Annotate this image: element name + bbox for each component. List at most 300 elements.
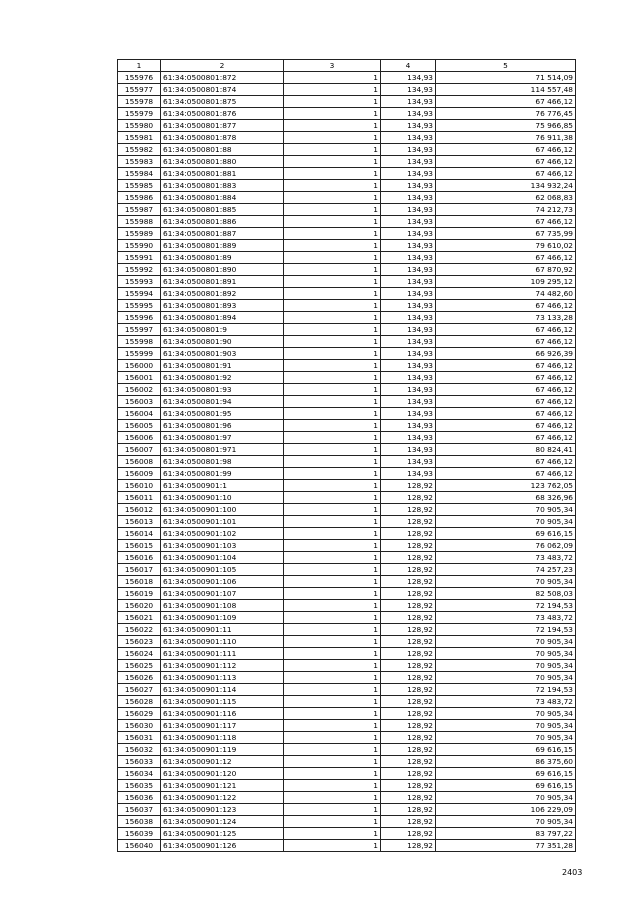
table-row <box>118 456 576 468</box>
area-cell: 128,92 <box>381 768 436 780</box>
quantity-cell: 1 <box>284 324 381 336</box>
cadastral-value-cell: 67 466,12 <box>436 432 576 444</box>
cadastral-number-cell: 61:34:0500901:115 <box>161 696 284 708</box>
cadastral-number-cell: 61:34:0500801:889 <box>161 240 284 252</box>
area-cell: 134,93 <box>381 408 436 420</box>
cadastral-value-cell: 70 905,34 <box>436 576 576 588</box>
area-cell: 134,93 <box>381 264 436 276</box>
quantity-cell: 1 <box>284 108 381 120</box>
row-number-cell: 156004 <box>118 408 161 420</box>
quantity-cell: 1 <box>284 204 381 216</box>
cadastral-value-cell: 70 905,34 <box>436 708 576 720</box>
table-row <box>118 84 576 96</box>
cadastral-value-cell: 70 905,34 <box>436 732 576 744</box>
cadastral-value-cell: 67 466,12 <box>436 396 576 408</box>
quantity-cell: 1 <box>284 72 381 84</box>
table-row <box>118 732 576 744</box>
cadastral-number-cell: 61:34:0500801:885 <box>161 204 284 216</box>
area-cell: 128,92 <box>381 636 436 648</box>
cadastral-value-cell: 70 905,34 <box>436 672 576 684</box>
row-number-cell: 156002 <box>118 384 161 396</box>
quantity-cell: 1 <box>284 504 381 516</box>
cadastral-number-cell: 61:34:0500801:99 <box>161 468 284 480</box>
cadastral-number-cell: 61:34:0500901:101 <box>161 516 284 528</box>
row-number-cell: 156008 <box>118 456 161 468</box>
area-cell: 134,93 <box>381 120 436 132</box>
row-number-cell: 156031 <box>118 732 161 744</box>
quantity-cell: 1 <box>284 348 381 360</box>
area-cell: 128,92 <box>381 576 436 588</box>
table-row <box>118 144 576 156</box>
cadastral-value-cell: 123 762,05 <box>436 480 576 492</box>
area-cell: 134,93 <box>381 348 436 360</box>
row-number-cell: 155986 <box>118 192 161 204</box>
area-cell: 134,93 <box>381 240 436 252</box>
cadastral-value-cell: 67 466,12 <box>436 360 576 372</box>
cadastral-value-cell: 76 062,09 <box>436 540 576 552</box>
cadastral-number-cell: 61:34:0500901:103 <box>161 540 284 552</box>
area-cell: 128,92 <box>381 624 436 636</box>
area-cell: 128,92 <box>381 528 436 540</box>
quantity-cell: 1 <box>284 792 381 804</box>
quantity-cell: 1 <box>284 588 381 600</box>
cadastral-value-cell: 67 466,12 <box>436 456 576 468</box>
cadastral-value-cell: 67 466,12 <box>436 156 576 168</box>
table-body <box>118 72 576 852</box>
quantity-cell: 1 <box>284 480 381 492</box>
cadastral-value-cell: 70 905,34 <box>436 516 576 528</box>
table-row <box>118 504 576 516</box>
table-row <box>118 72 576 84</box>
quantity-cell: 1 <box>284 696 381 708</box>
cadastral-value-cell: 70 905,34 <box>436 720 576 732</box>
quantity-cell: 1 <box>284 408 381 420</box>
cadastral-value-cell: 69 616,15 <box>436 528 576 540</box>
row-number-cell: 156016 <box>118 552 161 564</box>
quantity-cell: 1 <box>284 288 381 300</box>
cadastral-number-cell: 61:34:0500801:883 <box>161 180 284 192</box>
cadastral-value-cell: 67 466,12 <box>436 96 576 108</box>
quantity-cell: 1 <box>284 564 381 576</box>
cadastral-value-cell: 79 610,02 <box>436 240 576 252</box>
cadastral-value-cell: 76 776,45 <box>436 108 576 120</box>
cadastral-number-cell: 61:34:0500901:114 <box>161 684 284 696</box>
quantity-cell: 1 <box>284 312 381 324</box>
cadastral-number-cell: 61:34:0500901:109 <box>161 612 284 624</box>
quantity-cell: 1 <box>284 684 381 696</box>
table-row <box>118 180 576 192</box>
table-row <box>118 324 576 336</box>
row-number-cell: 156038 <box>118 816 161 828</box>
quantity-cell: 1 <box>284 636 381 648</box>
table-row <box>118 276 576 288</box>
row-number-cell: 156010 <box>118 480 161 492</box>
cadastral-number-cell: 61:34:0500801:94 <box>161 396 284 408</box>
area-cell: 134,93 <box>381 144 436 156</box>
row-number-cell: 156001 <box>118 372 161 384</box>
cadastral-number-cell: 61:34:0500901:116 <box>161 708 284 720</box>
quantity-cell: 1 <box>284 192 381 204</box>
table-row <box>118 168 576 180</box>
cadastral-number-cell: 61:34:0500901:107 <box>161 588 284 600</box>
quantity-cell: 1 <box>284 828 381 840</box>
table-row <box>118 612 576 624</box>
cadastral-number-cell: 61:34:0500801:89 <box>161 252 284 264</box>
area-cell: 134,93 <box>381 216 436 228</box>
row-number-cell: 155977 <box>118 84 161 96</box>
area-cell: 128,92 <box>381 780 436 792</box>
area-cell: 128,92 <box>381 564 436 576</box>
cadastral-number-cell: 61:34:0500801:97 <box>161 432 284 444</box>
quantity-cell: 1 <box>284 396 381 408</box>
cadastral-number-cell: 61:34:0500801:96 <box>161 420 284 432</box>
cadastral-number-cell: 61:34:0500801:93 <box>161 384 284 396</box>
quantity-cell: 1 <box>284 168 381 180</box>
quantity-cell: 1 <box>284 144 381 156</box>
cadastral-value-cell: 72 194,53 <box>436 624 576 636</box>
area-cell: 128,92 <box>381 792 436 804</box>
cadastral-number-cell: 61:34:0500801:903 <box>161 348 284 360</box>
area-cell: 134,93 <box>381 168 436 180</box>
cadastral-number-cell: 61:34:0500801:874 <box>161 84 284 96</box>
area-cell: 134,93 <box>381 108 436 120</box>
cadastral-number-cell: 61:34:0500901:113 <box>161 672 284 684</box>
cadastral-number-cell: 61:34:0500901:102 <box>161 528 284 540</box>
quantity-cell: 1 <box>284 672 381 684</box>
area-cell: 128,92 <box>381 504 436 516</box>
cadastral-number-cell: 61:34:0500901:122 <box>161 792 284 804</box>
cadastral-number-cell: 61:34:0500901:111 <box>161 648 284 660</box>
quantity-cell: 1 <box>284 420 381 432</box>
cadastral-number-cell: 61:34:0500801:875 <box>161 96 284 108</box>
cadastral-number-cell: 61:34:0500801:881 <box>161 168 284 180</box>
table-row <box>118 264 576 276</box>
cadastral-number-cell: 61:34:0500801:893 <box>161 300 284 312</box>
header-col-3: 3 <box>284 60 381 72</box>
row-number-cell: 156026 <box>118 672 161 684</box>
table-row <box>118 432 576 444</box>
cadastral-value-cell: 67 466,12 <box>436 384 576 396</box>
area-cell: 134,93 <box>381 252 436 264</box>
cadastral-number-cell: 61:34:0500901:123 <box>161 804 284 816</box>
cadastral-value-cell: 73 483,72 <box>436 552 576 564</box>
table-row <box>118 708 576 720</box>
row-number-cell: 156023 <box>118 636 161 648</box>
area-cell: 134,93 <box>381 456 436 468</box>
area-cell: 128,92 <box>381 612 436 624</box>
table-row <box>118 372 576 384</box>
cadastral-number-cell: 61:34:0500901:100 <box>161 504 284 516</box>
row-number-cell: 156028 <box>118 696 161 708</box>
quantity-cell: 1 <box>284 432 381 444</box>
table-header <box>118 60 576 72</box>
row-number-cell: 155999 <box>118 348 161 360</box>
table-row <box>118 192 576 204</box>
cadastral-value-cell: 67 466,12 <box>436 468 576 480</box>
table-row <box>118 300 576 312</box>
area-cell: 134,93 <box>381 420 436 432</box>
area-cell: 134,93 <box>381 336 436 348</box>
table-row <box>118 792 576 804</box>
quantity-cell: 1 <box>284 816 381 828</box>
cadastral-value-cell: 66 926,39 <box>436 348 576 360</box>
table-row <box>118 492 576 504</box>
area-cell: 128,92 <box>381 732 436 744</box>
area-cell: 134,93 <box>381 192 436 204</box>
quantity-cell: 1 <box>284 120 381 132</box>
table-row <box>118 204 576 216</box>
quantity-cell: 1 <box>284 492 381 504</box>
quantity-cell: 1 <box>284 768 381 780</box>
row-number-cell: 156003 <box>118 396 161 408</box>
header-col-2: 2 <box>161 60 284 72</box>
table-row <box>118 360 576 372</box>
row-number-cell: 155992 <box>118 264 161 276</box>
table-row <box>118 336 576 348</box>
cadastral-number-cell: 61:34:0500901:112 <box>161 660 284 672</box>
row-number-cell: 155984 <box>118 168 161 180</box>
header-col-5: 5 <box>436 60 576 72</box>
area-cell: 134,93 <box>381 288 436 300</box>
cadastral-value-cell: 134 932,24 <box>436 180 576 192</box>
table-row <box>118 348 576 360</box>
table-row <box>118 384 576 396</box>
quantity-cell: 1 <box>284 756 381 768</box>
row-number-cell: 156021 <box>118 612 161 624</box>
table-row <box>118 216 576 228</box>
table-row <box>118 576 576 588</box>
area-cell: 128,92 <box>381 828 436 840</box>
table-row <box>118 840 576 852</box>
quantity-cell: 1 <box>284 336 381 348</box>
area-cell: 128,92 <box>381 816 436 828</box>
quantity-cell: 1 <box>284 252 381 264</box>
row-number-cell: 155995 <box>118 300 161 312</box>
row-number-cell: 156000 <box>118 360 161 372</box>
table-row <box>118 624 576 636</box>
cadastral-number-cell: 61:34:0500901:10 <box>161 492 284 504</box>
cadastral-value-cell: 75 966,85 <box>436 120 576 132</box>
row-number-cell: 156029 <box>118 708 161 720</box>
area-cell: 134,93 <box>381 132 436 144</box>
area-cell: 134,93 <box>381 276 436 288</box>
cadastral-number-cell: 61:34:0500901:126 <box>161 840 284 852</box>
cadastral-value-cell: 70 905,34 <box>436 648 576 660</box>
quantity-cell: 1 <box>284 156 381 168</box>
table-row <box>118 552 576 564</box>
area-cell: 128,92 <box>381 672 436 684</box>
row-number-cell: 155981 <box>118 132 161 144</box>
cadastral-value-cell: 67 466,12 <box>436 420 576 432</box>
cadastral-number-cell: 61:34:0500901:104 <box>161 552 284 564</box>
table-row <box>118 768 576 780</box>
cadastral-value-cell: 74 212,73 <box>436 204 576 216</box>
quantity-cell: 1 <box>284 300 381 312</box>
quantity-cell: 1 <box>284 576 381 588</box>
cadastral-number-cell: 61:34:0500801:877 <box>161 120 284 132</box>
table-row <box>118 804 576 816</box>
area-cell: 134,93 <box>381 312 436 324</box>
quantity-cell: 1 <box>284 708 381 720</box>
cadastral-number-cell: 61:34:0500801:90 <box>161 336 284 348</box>
cadastral-number-cell: 61:34:0500901:11 <box>161 624 284 636</box>
row-number-cell: 155993 <box>118 276 161 288</box>
cadastral-value-cell: 82 508,03 <box>436 588 576 600</box>
quantity-cell: 1 <box>284 780 381 792</box>
row-number-cell: 155991 <box>118 252 161 264</box>
cadastral-number-cell: 61:34:0500801:88 <box>161 144 284 156</box>
cadastral-number-cell: 61:34:0500901:124 <box>161 816 284 828</box>
table-row <box>118 252 576 264</box>
cadastral-number-cell: 61:34:0500901:110 <box>161 636 284 648</box>
quantity-cell: 1 <box>284 384 381 396</box>
cadastral-value-cell: 72 194,53 <box>436 600 576 612</box>
table-row <box>118 108 576 120</box>
cadastral-value-cell: 70 905,34 <box>436 504 576 516</box>
row-number-cell: 156033 <box>118 756 161 768</box>
area-cell: 128,92 <box>381 660 436 672</box>
quantity-cell: 1 <box>284 552 381 564</box>
quantity-cell: 1 <box>284 732 381 744</box>
row-number-cell: 156025 <box>118 660 161 672</box>
quantity-cell: 1 <box>284 216 381 228</box>
area-cell: 134,93 <box>381 384 436 396</box>
cadastral-value-cell: 76 911,38 <box>436 132 576 144</box>
row-number-cell: 156013 <box>118 516 161 528</box>
cadastral-value-cell: 77 351,28 <box>436 840 576 852</box>
row-number-cell: 156018 <box>118 576 161 588</box>
table-row <box>118 120 576 132</box>
cadastral-value-cell: 69 616,15 <box>436 768 576 780</box>
row-number-cell: 155982 <box>118 144 161 156</box>
quantity-cell: 1 <box>284 360 381 372</box>
cadastral-value-cell: 73 133,28 <box>436 312 576 324</box>
row-number-cell: 156022 <box>118 624 161 636</box>
row-number-cell: 156030 <box>118 720 161 732</box>
cadastral-value-cell: 69 616,15 <box>436 780 576 792</box>
table-row <box>118 720 576 732</box>
quantity-cell: 1 <box>284 540 381 552</box>
cadastral-number-cell: 61:34:0500801:892 <box>161 288 284 300</box>
table-row <box>118 684 576 696</box>
cadastral-number-cell: 61:34:0500801:9 <box>161 324 284 336</box>
cadastral-number-cell: 61:34:0500801:884 <box>161 192 284 204</box>
cadastral-number-cell: 61:34:0500901:125 <box>161 828 284 840</box>
row-number-cell: 155997 <box>118 324 161 336</box>
table-row <box>118 828 576 840</box>
row-number-cell: 156039 <box>118 828 161 840</box>
cadastral-value-cell: 72 194,53 <box>436 684 576 696</box>
area-cell: 134,93 <box>381 360 436 372</box>
row-number-cell: 156024 <box>118 648 161 660</box>
table-row <box>118 528 576 540</box>
cadastral-value-cell: 86 375,60 <box>436 756 576 768</box>
row-number-cell: 155989 <box>118 228 161 240</box>
table-row <box>118 540 576 552</box>
row-number-cell: 156027 <box>118 684 161 696</box>
cadastral-number-cell: 61:34:0500901:1 <box>161 480 284 492</box>
area-cell: 134,93 <box>381 372 436 384</box>
cadastral-number-cell: 61:34:0500801:880 <box>161 156 284 168</box>
quantity-cell: 1 <box>284 744 381 756</box>
table-row <box>118 396 576 408</box>
cadastral-value-cell: 83 797,22 <box>436 828 576 840</box>
quantity-cell: 1 <box>284 840 381 852</box>
cadastral-number-cell: 61:34:0500901:105 <box>161 564 284 576</box>
quantity-cell: 1 <box>284 264 381 276</box>
table-row <box>118 516 576 528</box>
row-number-cell: 156007 <box>118 444 161 456</box>
area-cell: 128,92 <box>381 648 436 660</box>
cadastral-number-cell: 61:34:0500801:891 <box>161 276 284 288</box>
area-cell: 128,92 <box>381 696 436 708</box>
table-row <box>118 468 576 480</box>
area-cell: 128,92 <box>381 708 436 720</box>
area-cell: 134,93 <box>381 72 436 84</box>
quantity-cell: 1 <box>284 228 381 240</box>
cadastral-table <box>117 59 576 852</box>
area-cell: 128,92 <box>381 744 436 756</box>
table-row <box>118 696 576 708</box>
quantity-cell: 1 <box>284 624 381 636</box>
cadastral-value-cell: 67 466,12 <box>436 300 576 312</box>
cadastral-value-cell: 70 905,34 <box>436 816 576 828</box>
cadastral-value-cell: 67 466,12 <box>436 216 576 228</box>
area-cell: 134,93 <box>381 96 436 108</box>
area-cell: 134,93 <box>381 204 436 216</box>
row-number-cell: 155978 <box>118 96 161 108</box>
table-row <box>118 240 576 252</box>
cadastral-value-cell: 67 466,12 <box>436 252 576 264</box>
cadastral-value-cell: 67 466,12 <box>436 168 576 180</box>
row-number-cell: 156040 <box>118 840 161 852</box>
cadastral-number-cell: 61:34:0500801:92 <box>161 372 284 384</box>
cadastral-value-cell: 74 257,23 <box>436 564 576 576</box>
cadastral-value-cell: 109 295,12 <box>436 276 576 288</box>
quantity-cell: 1 <box>284 132 381 144</box>
cadastral-value-cell: 73 483,72 <box>436 696 576 708</box>
cadastral-value-cell: 114 557,48 <box>436 84 576 96</box>
cadastral-number-cell: 61:34:0500901:117 <box>161 720 284 732</box>
row-number-cell: 155987 <box>118 204 161 216</box>
table-row <box>118 672 576 684</box>
cadastral-number-cell: 61:34:0500801:886 <box>161 216 284 228</box>
row-number-cell: 155998 <box>118 336 161 348</box>
row-number-cell: 156005 <box>118 420 161 432</box>
cadastral-value-cell: 67 466,12 <box>436 324 576 336</box>
row-number-cell: 155990 <box>118 240 161 252</box>
row-number-cell: 155983 <box>118 156 161 168</box>
row-number-cell: 156012 <box>118 504 161 516</box>
area-cell: 134,93 <box>381 444 436 456</box>
area-cell: 134,93 <box>381 396 436 408</box>
cadastral-value-cell: 62 068,83 <box>436 192 576 204</box>
cadastral-number-cell: 61:34:0500901:121 <box>161 780 284 792</box>
cadastral-value-cell: 69 616,15 <box>436 744 576 756</box>
table-row <box>118 444 576 456</box>
quantity-cell: 1 <box>284 96 381 108</box>
cadastral-value-cell: 68 326,96 <box>436 492 576 504</box>
table-row <box>118 408 576 420</box>
page-number: 2403 <box>562 868 583 877</box>
table-row <box>118 564 576 576</box>
row-number-cell: 156020 <box>118 600 161 612</box>
cadastral-number-cell: 61:34:0500901:12 <box>161 756 284 768</box>
cadastral-number-cell: 61:34:0500901:118 <box>161 732 284 744</box>
cadastral-number-cell: 61:34:0500801:878 <box>161 132 284 144</box>
cadastral-number-cell: 61:34:0500801:98 <box>161 456 284 468</box>
row-number-cell: 156034 <box>118 768 161 780</box>
